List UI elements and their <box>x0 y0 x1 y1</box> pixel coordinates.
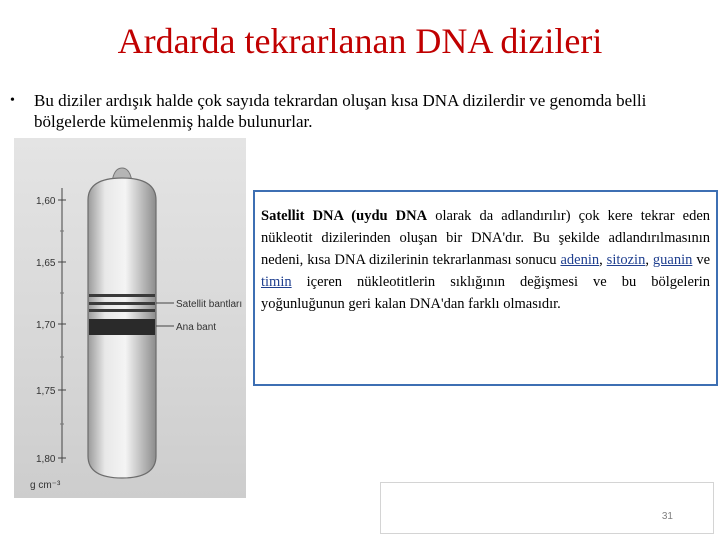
tick-label: 1,80 <box>36 454 56 465</box>
satellite-dna-callout <box>253 190 718 386</box>
bullet-item <box>10 90 690 132</box>
tick-label: 1,75 <box>36 386 56 397</box>
conjunction: ve <box>692 252 710 268</box>
adenin-link[interactable]: adenin <box>560 252 600 268</box>
tick-label: 1,70 <box>36 320 56 331</box>
tube-diagram <box>14 138 246 498</box>
tick-label: 1,65 <box>36 258 56 269</box>
bullet-dot: • <box>10 93 15 108</box>
unit-label: g cm⁻³ <box>30 480 61 491</box>
satellite-band <box>89 302 155 305</box>
main-band <box>89 319 155 335</box>
page-number: 31 <box>661 511 673 522</box>
sitozin-link[interactable]: sitozin <box>606 252 646 268</box>
timin-link[interactable]: timin <box>261 274 292 290</box>
satellite-band <box>89 294 155 297</box>
bullet-text: Bu diziler ardışık halde çok sayıda tekrardan oluşan kısa DNA dizilerdir ve genomda belli bölgelerde kümelenmiş halde bulunurlar. <box>34 91 647 131</box>
slide-title: Ardarda tekrarlanan DNA dizileri <box>117 21 603 61</box>
footer-box <box>380 482 714 534</box>
callout-text: içeren nükleotitlerin sıklığının değişmesi ve bu bölgelerin yoğunluğunun geri kalan DNA'dan farklı olmasıdır. <box>261 274 710 312</box>
guanin-link[interactable]: guanin <box>652 252 693 268</box>
callout-text: olarak da adlandırılır) çok kere tekrar eden nükleotit dizilerinden oluşan bir DNA'dır. Bu şekilde adlandırılmasının nedeni, kısa DNA dizilerinin tekrarlanması sonucu <box>261 208 711 268</box>
main-band-label: Ana bant <box>176 322 217 333</box>
tick-label: 1,60 <box>36 196 56 207</box>
separator: , <box>645 252 653 268</box>
callout-term: Satellit DNA (uydu DNA <box>261 208 428 224</box>
satellite-label: Satellit bantları <box>176 299 243 310</box>
separator: , <box>599 252 607 268</box>
centrifuge-tube-figure <box>14 138 246 498</box>
satellite-band <box>89 309 155 312</box>
